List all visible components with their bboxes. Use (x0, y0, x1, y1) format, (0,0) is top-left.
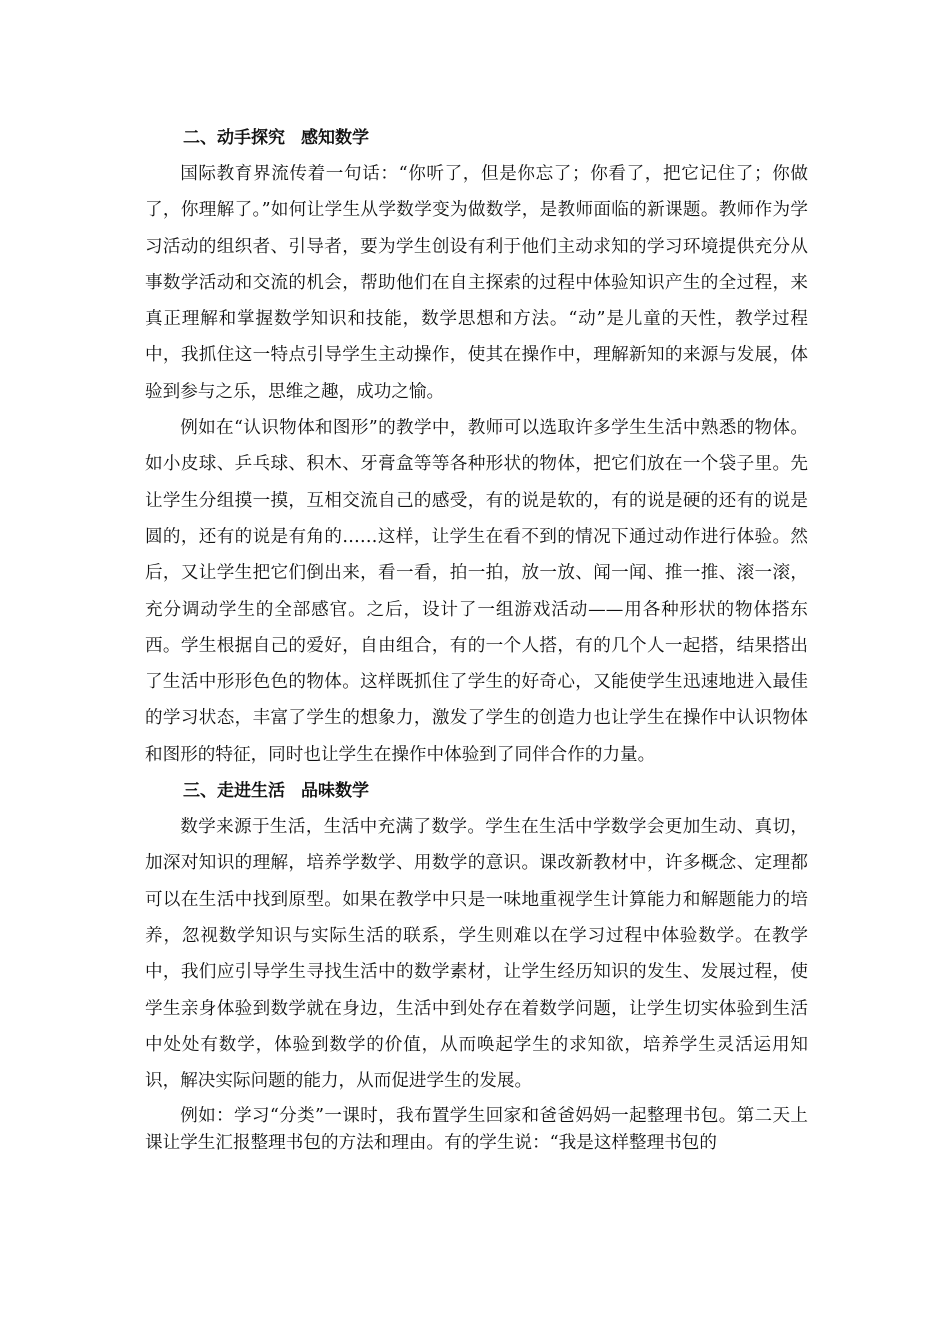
section-3-heading (145, 773, 808, 809)
document-page (145, 120, 808, 1157)
section-3-heading-part-2: 品味数学 (301, 781, 369, 802)
section-3-paragraph-1: 数学来源于生活，生活中充满了数学。学生在生活中学数学会更加生动、真切，加深对知识的理解，培养学数学、用数学的意识。课改新教材中，许多概念、定理都可以在生活中找到原型。如果在教学中只是一味地重视学生计算能力和解题能力的培养，忽视数学知识与实际生活的联系，学生则难以在学习过程中体验数学。在教学中，我们应引导学生寻找生活中的数学素材，让学生经历知识的发生、发展过程，使学生亲身体验到数学就在身边，生活中到处存在着数学问题，让学生切实体验到生活中处处有数学，体验到数学的价值，从而唤起学生的求知欲，培养学生灵活运用知识，解决实际问题的能力，从而促进学生的发展。 (145, 817, 808, 1092)
section-2-paragraph-1: 国际教育界流传着一句话：“你听了，但是你忘了；你看了，把它记住了；你做了，你理解了。”如何让学生从学数学变为做数学，是教师面临的新课题。教师作为学习活动的组织者、引导者，要为学生创设有利于他们主动求知的学习环境提供充分从事数学活动和交流的机会，帮助他们在自主探索的过程中体验知识产生的全过程，来真正理解和掌握数学知识和技能，数学思想和方法。“动”是儿童的天性，教学过程中，我抓住这一特点引导学生主动操作，使其在操作中，理解新知的来源与发展，体验到参与之乐，思维之趣，成功之愉。 (145, 164, 808, 402)
section-2-heading-part-1: 二、动手探究 (183, 128, 285, 148)
section-3-paragraph-2: 例如：学习“分类”一课时，我布置学生回家和爸爸妈妈一起整理书包。第二天上课让学生汇报整理书包的方法和理由。有的学生说：“我是这样整理书包的 (145, 1106, 808, 1154)
section-2-paragraph-2: 例如在“认识物体和图形”的教学中，教师可以选取许多学生生活中熟悉的物体。如小皮球、乒乓球、积木、牙膏盒等等各种形状的物体，把它们放在一个袋子里。先让学生分组摸一摸，互相交流自己的感受，有的说是软的，有的说是硬的还有的说是圆的，还有的说是有角的……这样，让学生在看不到的情况下通过动作进行体验。然后，又让学生把它们倒出来，看一看，拍一拍，放一放、闻一闻、推一推、滚一滚，充分调动学生的全部感官。之后，设计了一组游戏活动——用各种形状的物体搭东西。学生根据自己的爱好，自由组合，有的一个人搭，有的几个人一起搭，结果搭出了生活中形形色色的物体。这样既抓住了学生的好奇心，又能使学生迅速地进入最佳的学习状态，丰富了学生的想象力，激发了学生的创造力也让学生在操作中认识物体和图形的特征，同时也让学生在操作中体验到了同伴合作的力量。 (145, 418, 808, 765)
section-2-heading-part-2: 感知数学 (301, 128, 369, 148)
section-3-heading-part-1: 三、走进生活 (183, 781, 285, 802)
section-2-heading (145, 120, 808, 156)
